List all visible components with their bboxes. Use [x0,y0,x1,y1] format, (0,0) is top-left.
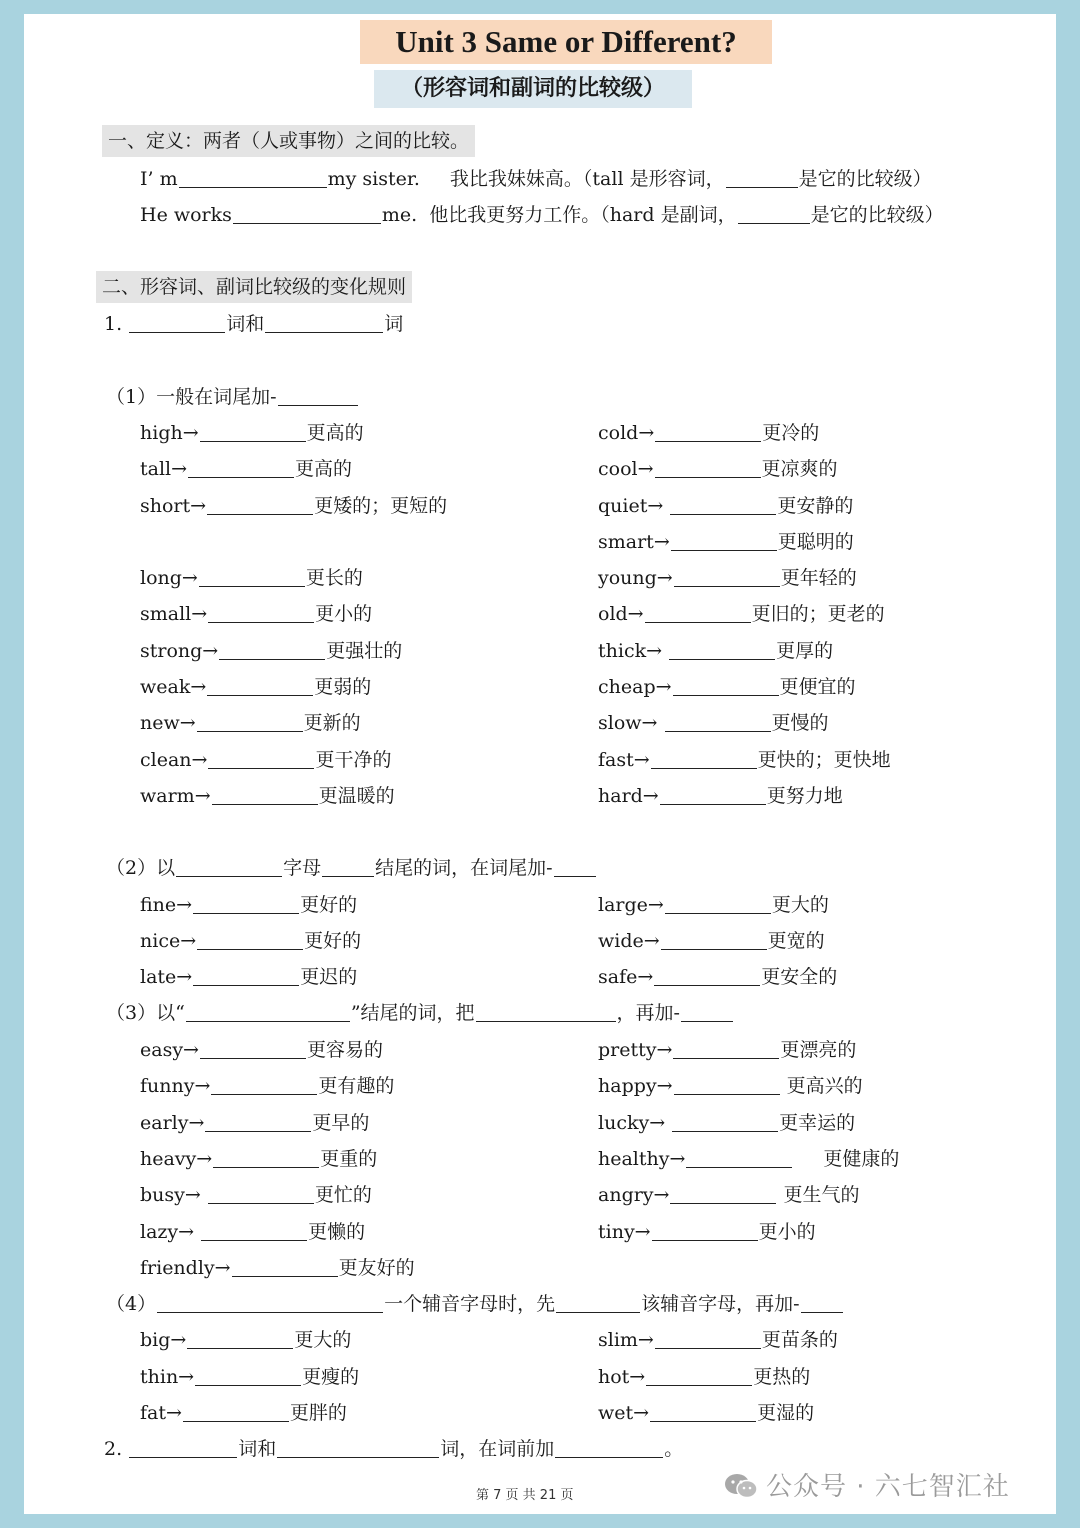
fill-blank[interactable] [738,203,810,224]
word: happy→ [598,1075,673,1097]
section-rules-heading: 二、形容词、副词比较级的变化规则 [96,271,412,303]
fill-blank[interactable] [157,1292,383,1313]
meaning: 更容易的 [306,1039,383,1061]
word: old→ [598,603,644,625]
word-item-smart [598,530,854,554]
fill-blank[interactable] [660,784,766,805]
word-item-lucky [598,1111,855,1135]
fill-blank[interactable] [655,457,761,478]
meaning: 更好的 [304,930,362,952]
meaning: 更懒的 [308,1221,366,1243]
meaning: 更迟的 [300,966,358,988]
meaning: 更便宜的 [779,676,856,698]
fill-blank[interactable] [183,1401,289,1422]
fill-blank[interactable] [650,1401,756,1422]
word: cool→ [598,458,654,480]
word-item-easy [140,1038,383,1062]
word: healthy→ [598,1148,686,1170]
sub-rule-4 [106,1292,844,1316]
meaning: 更安全的 [761,966,838,988]
sub-rule-3 [106,1001,734,1025]
word: hot→ [598,1366,646,1388]
word: tall→ [140,458,188,480]
meaning: 更弱的 [314,676,372,698]
word-item-tall [140,457,352,481]
word-item-tiny [598,1220,816,1244]
meaning: 更有趣的 [318,1075,395,1097]
word-item-wide [598,929,825,953]
rule-text: 词和 [238,1438,277,1460]
meaning: 更苗条的 [761,1329,838,1351]
meaning: 更漂亮的 [780,1039,857,1061]
meaning: 更聪明的 [777,531,854,553]
meaning: 更年轻的 [780,567,857,589]
meaning: 更大的 [771,894,829,916]
fill-blank[interactable] [277,1437,439,1458]
word-item-funny [140,1074,394,1098]
word-item-fat [140,1401,347,1425]
fill-blank[interactable] [554,856,596,877]
word: friendly→ [140,1257,231,1279]
word: angry→ [598,1184,670,1206]
fill-blank[interactable] [654,965,760,986]
fill-blank[interactable] [674,1074,780,1095]
meaning: 更重的 [320,1148,378,1170]
word: new→ [140,712,196,734]
fill-blank[interactable] [661,929,767,950]
fill-blank[interactable] [176,856,282,877]
fill-blank[interactable] [652,1220,758,1241]
word: cheap→ [598,676,672,698]
word: nice→ [140,930,197,952]
word-item-late [140,965,357,989]
word: warm→ [140,785,211,807]
word: thin→ [140,1366,195,1388]
fill-blank[interactable] [476,1001,616,1022]
word-item-early [140,1111,369,1135]
word: easy→ [140,1039,199,1061]
word-item-busy [140,1183,372,1207]
word-item-strong [140,639,402,663]
fill-blank[interactable] [200,421,306,442]
page-subtitle: （形容词和副词的比较级） [374,70,692,108]
meaning: 更长的 [305,567,363,589]
rule-1 [104,312,403,336]
meaning: 更凉爽的 [761,458,838,480]
example-text: me. [381,204,418,226]
word-item-cool [598,457,838,481]
sub-rule-text: ”结尾的词，把 [350,1002,475,1024]
meaning: 更热的 [753,1366,811,1388]
sub-rule-text: （2）以 [106,857,176,879]
wechat-icon [724,1473,758,1499]
word: heavy→ [140,1148,213,1170]
fill-blank[interactable] [655,421,761,442]
fill-blank[interactable] [674,566,780,587]
page-title: Unit 3 Same or Different? [360,20,772,64]
word: tiny→ [598,1221,651,1243]
word: hard→ [598,785,659,807]
word-item-old [598,602,885,626]
fill-blank[interactable] [726,167,798,188]
fill-blank[interactable] [195,1365,301,1386]
example-note: 我比我妹妹高。（tall 是形容词， [449,168,725,190]
meaning: 更幸运的 [779,1112,856,1134]
word: big→ [140,1329,187,1351]
fill-blank[interactable] [278,385,358,406]
word-item-friendly [140,1256,415,1280]
fill-blank[interactable] [671,530,777,551]
word: fast→ [598,749,650,771]
meaning: 更高的 [306,422,364,444]
fill-blank[interactable] [205,1111,311,1132]
meaning: 更湿的 [757,1402,815,1424]
example-note: 是它的比较级） [810,204,944,226]
fill-blank[interactable] [207,675,313,696]
worksheet-page [24,14,1056,1514]
word-item-fine [140,893,357,917]
fill-blank[interactable] [233,203,381,224]
fill-blank[interactable] [555,1437,663,1458]
rule-text: 。 [664,1438,684,1460]
word-item-safe [598,965,837,989]
fill-blank[interactable] [213,1147,319,1168]
word-item-hot [598,1365,810,1389]
word-item-wet [598,1401,814,1425]
sub-rule-text: 一个辅音字母时，先 [384,1293,556,1315]
fill-blank[interactable] [801,1292,843,1313]
fill-blank[interactable] [129,1437,237,1458]
fill-blank[interactable] [670,494,776,515]
word: funny→ [140,1075,211,1097]
meaning: 更小的 [758,1221,816,1243]
word-item-weak [140,675,371,699]
rule-text: 词 [384,313,404,335]
fill-blank[interactable] [200,1038,306,1059]
example-note: 是它的比较级） [798,168,932,190]
fill-blank[interactable] [207,494,313,515]
fill-blank[interactable] [211,1074,317,1095]
meaning: 更瘦的 [302,1366,360,1388]
definition-example-2 [140,203,944,227]
fill-blank[interactable] [665,711,771,732]
fill-blank[interactable] [219,639,325,660]
meaning: 更友好的 [338,1257,415,1279]
meaning: 更高兴的 [786,1075,863,1097]
word: early→ [140,1112,205,1134]
word-item-thick [598,639,833,663]
fill-blank[interactable] [645,602,751,623]
word: smart→ [598,531,670,553]
fill-blank[interactable] [651,748,757,769]
definition-example-1 [140,167,932,191]
fill-blank[interactable] [197,711,303,732]
sub-rule-2 [106,856,597,880]
meaning: 更厚的 [776,640,834,662]
fill-blank[interactable] [193,893,299,914]
word-item-angry [598,1183,860,1207]
word-item-cheap [598,675,856,699]
word: pretty→ [598,1039,673,1061]
meaning: 更强壮的 [326,640,403,662]
example-text: He works [140,204,232,226]
fill-blank[interactable] [208,602,314,623]
meaning: 更宽的 [767,930,825,952]
word-item-small [140,602,372,626]
meaning: 更大的 [294,1329,352,1351]
fill-blank[interactable] [201,1220,307,1241]
word: small→ [140,603,208,625]
sub-rule-text: （3）以“ [106,1002,185,1024]
fill-blank[interactable] [673,675,779,696]
meaning: 更新的 [303,712,361,734]
sub-rule-text: 字母 [283,857,322,879]
fill-blank[interactable] [232,1256,338,1277]
word-item-healthy [598,1147,899,1171]
meaning: 更快的；更快地 [757,749,891,771]
fill-blank[interactable] [187,1328,293,1349]
word-item-pretty [598,1038,856,1062]
sub-rule-text: 结尾的词，在词尾加- [375,857,553,879]
rule-text: 词，在词前加 [440,1438,555,1460]
word-item-large [598,893,829,917]
fill-blank[interactable] [681,1001,733,1022]
word: lucky→ [598,1112,666,1134]
word-item-happy [598,1074,863,1098]
word: strong→ [140,640,219,662]
sub-rule-text: ，再加- [616,1002,680,1024]
word: clean→ [140,749,208,771]
page-number: 第 7 页 共 21 页 [476,1488,574,1503]
fill-blank[interactable] [669,639,775,660]
example-text: I’ m [140,168,178,190]
word-item-short [140,494,447,518]
meaning: 更慢的 [771,712,829,734]
word: short→ [140,495,207,517]
word: safe→ [598,966,654,988]
fill-blank[interactable] [193,965,299,986]
fill-blank[interactable] [673,1038,779,1059]
word-item-slow [598,711,829,735]
word: lazy→ [140,1221,195,1243]
sub-rule-text: （4） [106,1293,157,1315]
fill-blank[interactable] [179,167,327,188]
rule-number: 1. [104,313,123,335]
sub-rule-text: 该辅音字母，再加- [641,1293,800,1315]
meaning: 更早的 [312,1112,370,1134]
fill-blank[interactable] [646,1365,752,1386]
example-note: 他比我更努力工作。（hard 是副词， [429,204,737,226]
word-item-new [140,711,361,735]
word: high→ [140,422,199,444]
meaning: 更高的 [295,458,353,480]
word-item-lazy [140,1220,365,1244]
fill-blank[interactable] [672,1111,778,1132]
fill-blank[interactable] [197,929,303,950]
word: young→ [598,567,673,589]
meaning: 更努力地 [766,785,843,807]
fill-blank[interactable] [322,856,374,877]
word-item-fast [598,748,891,772]
meaning: 更矮的；更短的 [314,495,448,517]
fill-blank[interactable] [556,1292,640,1313]
word-item-clean [140,748,391,772]
sub-rule-1 [106,385,359,409]
word-item-long [140,566,363,590]
word: thick→ [598,640,663,662]
word: slim→ [598,1329,654,1351]
watermark-text: 公众号 · 六七智汇社 [766,1472,1010,1502]
meaning: 更旧的；更老的 [751,603,885,625]
meaning: 更温暖的 [318,785,395,807]
word: wide→ [598,930,660,952]
word-item-thin [140,1365,359,1389]
sub-rule-text: （1）一般在词尾加- [106,386,277,408]
word-item-high [140,421,364,445]
fill-blank[interactable] [199,566,305,587]
word: fine→ [140,894,193,916]
fill-blank[interactable] [670,1183,776,1204]
word-item-young [598,566,857,590]
fill-blank[interactable] [265,312,383,333]
fill-blank[interactable] [686,1147,792,1168]
word: busy→ [140,1184,201,1206]
word-item-quiet [598,494,853,518]
word: wet→ [598,1402,650,1424]
meaning: 更生气的 [783,1184,860,1206]
meaning: 更忙的 [314,1184,372,1206]
fill-blank[interactable] [188,457,294,478]
word-item-heavy [140,1147,377,1171]
rule-text: 词和 [226,313,265,335]
meaning: 更安静的 [777,495,854,517]
fill-blank[interactable] [208,1183,314,1204]
word: fat→ [140,1402,182,1424]
rule-number: 2. [104,1438,123,1460]
fill-blank[interactable] [129,312,225,333]
word-item-nice [140,929,361,953]
fill-blank[interactable] [208,748,314,769]
word-item-big [140,1328,351,1352]
word: late→ [140,966,193,988]
section-definition-heading: 一、定义：两者（人或事物）之间的比较。 [102,125,475,157]
fill-blank[interactable] [655,1328,761,1349]
example-text: my sister. [327,168,420,190]
word-item-cold [598,421,819,445]
word-item-slim [598,1328,838,1352]
fill-blank[interactable] [212,784,318,805]
meaning: 更胖的 [289,1402,347,1424]
rule-2 [104,1437,683,1461]
fill-blank[interactable] [186,1001,350,1022]
word-item-hard [598,784,843,808]
word: quiet→ [598,495,664,517]
meaning: 更干净的 [315,749,392,771]
fill-blank[interactable] [665,893,771,914]
word: weak→ [140,676,207,698]
word-item-warm [140,784,395,808]
word: slow→ [598,712,658,734]
word: long→ [140,567,198,589]
meaning: 更小的 [315,603,373,625]
meaning: 更冷的 [762,422,820,444]
word: cold→ [598,422,655,444]
watermark [724,1466,1010,1503]
word: large→ [598,894,664,916]
meaning: 更好的 [300,894,358,916]
meaning: 更健康的 [823,1148,900,1170]
